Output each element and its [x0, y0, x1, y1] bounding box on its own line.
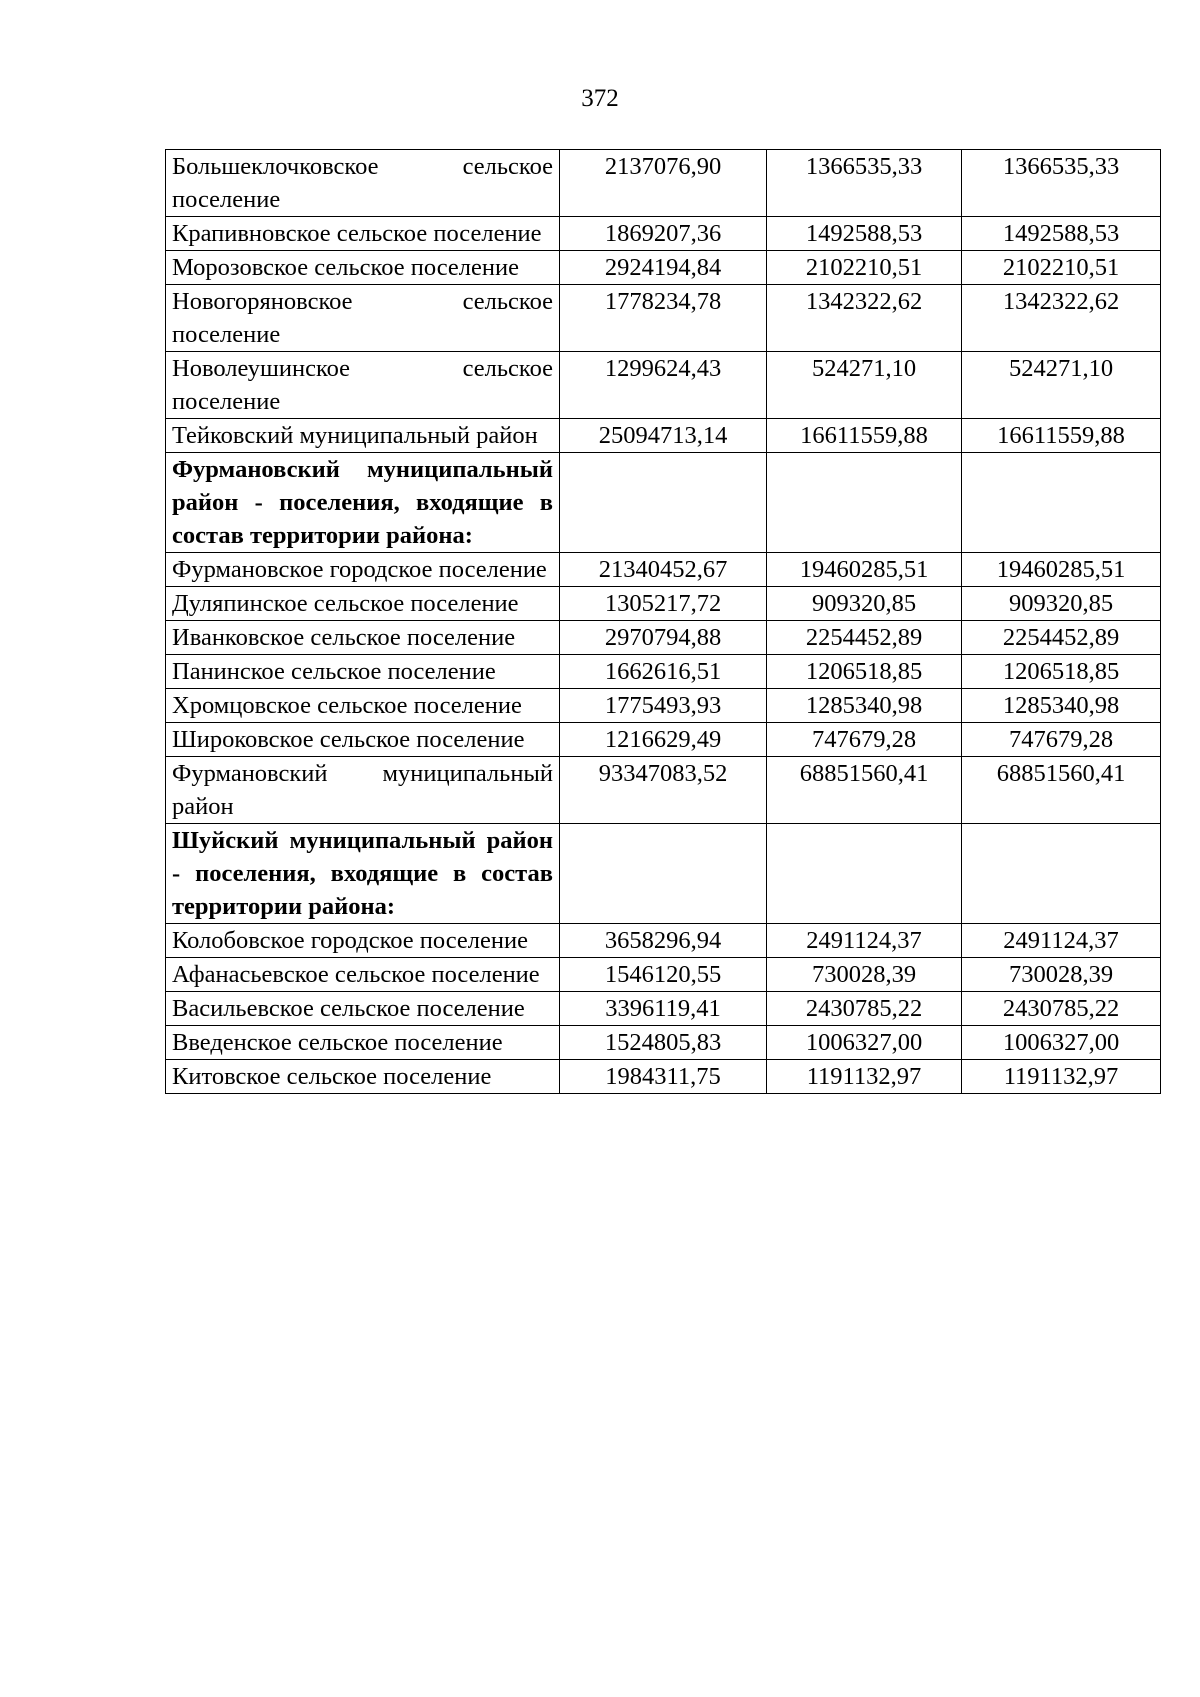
amount-cell-1: 2970794,88: [560, 621, 767, 655]
amount-cell-3: 1191132,97: [962, 1060, 1161, 1094]
table-row: [166, 655, 1161, 689]
amount-cell-1: 1305217,72: [560, 587, 767, 621]
amount-cell-2: 1191132,97: [767, 1060, 962, 1094]
amount-cell-2: 2254452,89: [767, 621, 962, 655]
amount-cell-2: 909320,85: [767, 587, 962, 621]
amount-cell-1: 21340452,67: [560, 553, 767, 587]
amount-cell-1: 3658296,94: [560, 924, 767, 958]
table-row: [166, 150, 1161, 217]
amount-cell-2: 2491124,37: [767, 924, 962, 958]
table-body: [166, 150, 1161, 1094]
amount-cell-2: 16611559,88: [767, 419, 962, 453]
amount-cell-1: 1299624,43: [560, 352, 767, 419]
amount-cell-2: 730028,39: [767, 958, 962, 992]
settlement-name-cell: Большеклочковское сельское поселение: [166, 150, 560, 217]
settlement-name-cell: Шуйский муниципальный район - поселения, входящие в состав территории района:: [166, 824, 560, 924]
table-row: [166, 757, 1161, 824]
settlement-name-cell: Тейковский муниципальный район: [166, 419, 560, 453]
table-row: [166, 251, 1161, 285]
budget-table: [165, 149, 1161, 1094]
settlement-name-cell: Китовское сельское поселение: [166, 1060, 560, 1094]
amount-cell-3: 909320,85: [962, 587, 1161, 621]
settlement-name-cell: Новолеушинское сельское поселение: [166, 352, 560, 419]
amount-cell-2: 19460285,51: [767, 553, 962, 587]
amount-cell-2: 2430785,22: [767, 992, 962, 1026]
table-row: [166, 553, 1161, 587]
settlement-name-cell: Введенское сельское поселение: [166, 1026, 560, 1060]
amount-cell-1: 25094713,14: [560, 419, 767, 453]
amount-cell-3: 524271,10: [962, 352, 1161, 419]
amount-cell-1: 1524805,83: [560, 1026, 767, 1060]
settlement-name-cell: Васильевское сельское поселение: [166, 992, 560, 1026]
settlement-name-cell: Хромцовское сельское поселение: [166, 689, 560, 723]
amount-cell-3: 747679,28: [962, 723, 1161, 757]
amount-cell-3: 1342322,62: [962, 285, 1161, 352]
amount-cell-2: 1006327,00: [767, 1026, 962, 1060]
amount-cell-1: 3396119,41: [560, 992, 767, 1026]
table-row: [166, 1060, 1161, 1094]
amount-cell-1: 1216629,49: [560, 723, 767, 757]
table-row: [166, 587, 1161, 621]
amount-cell-3: 1006327,00: [962, 1026, 1161, 1060]
settlement-name-cell: Фурмановский муниципальный район: [166, 757, 560, 824]
amount-cell-3: 730028,39: [962, 958, 1161, 992]
table-row: [166, 958, 1161, 992]
amount-cell-2: 524271,10: [767, 352, 962, 419]
amount-cell-3: 68851560,41: [962, 757, 1161, 824]
section-header-row: [166, 824, 1161, 924]
amount-cell-1: 2137076,90: [560, 150, 767, 217]
settlement-name-cell: Панинское сельское поселение: [166, 655, 560, 689]
amount-cell-1: [560, 453, 767, 553]
amount-cell-2: 1366535,33: [767, 150, 962, 217]
table-row: [166, 924, 1161, 958]
table-row: [166, 689, 1161, 723]
amount-cell-1: 1869207,36: [560, 217, 767, 251]
amount-cell-3: [962, 824, 1161, 924]
settlement-name-cell: Колобовское городское поселение: [166, 924, 560, 958]
settlement-name-cell: Иванковское сельское поселение: [166, 621, 560, 655]
table-row: [166, 419, 1161, 453]
amount-cell-2: 1492588,53: [767, 217, 962, 251]
table-row: [166, 352, 1161, 419]
amount-cell-3: 1366535,33: [962, 150, 1161, 217]
amount-cell-3: [962, 453, 1161, 553]
amount-cell-3: 2430785,22: [962, 992, 1161, 1026]
amount-cell-1: 1778234,78: [560, 285, 767, 352]
amount-cell-1: 1546120,55: [560, 958, 767, 992]
amount-cell-2: 1342322,62: [767, 285, 962, 352]
amount-cell-2: [767, 824, 962, 924]
settlement-name-cell: Фурмановский муниципальный район - поселения, входящие в состав территории района:: [166, 453, 560, 553]
amount-cell-1: 1984311,75: [560, 1060, 767, 1094]
amount-cell-3: 16611559,88: [962, 419, 1161, 453]
section-header-row: [166, 453, 1161, 553]
amount-cell-3: 2254452,89: [962, 621, 1161, 655]
table-row: [166, 285, 1161, 352]
table-row: [166, 217, 1161, 251]
amount-cell-2: 1285340,98: [767, 689, 962, 723]
amount-cell-2: [767, 453, 962, 553]
amount-cell-2: 2102210,51: [767, 251, 962, 285]
amount-cell-1: [560, 824, 767, 924]
amount-cell-3: 1285340,98: [962, 689, 1161, 723]
table-row: [166, 992, 1161, 1026]
amount-cell-3: 1206518,85: [962, 655, 1161, 689]
settlement-name-cell: Широковское сельское поселение: [166, 723, 560, 757]
amount-cell-2: 1206518,85: [767, 655, 962, 689]
amount-cell-3: 1492588,53: [962, 217, 1161, 251]
settlement-name-cell: Дуляпинское сельское поселение: [166, 587, 560, 621]
settlement-name-cell: Крапивновское сельское поселение: [166, 217, 560, 251]
amount-cell-1: 1662616,51: [560, 655, 767, 689]
settlement-name-cell: Афанасьевское сельское поселение: [166, 958, 560, 992]
amount-cell-2: 68851560,41: [767, 757, 962, 824]
table-row: [166, 723, 1161, 757]
settlement-name-cell: Новогоряновское сельское поселение: [166, 285, 560, 352]
page-number: 372: [581, 85, 619, 112]
amount-cell-2: 747679,28: [767, 723, 962, 757]
amount-cell-1: 93347083,52: [560, 757, 767, 824]
amount-cell-1: 1775493,93: [560, 689, 767, 723]
settlement-name-cell: Морозовское сельское поселение: [166, 251, 560, 285]
table-row: [166, 621, 1161, 655]
settlement-name-cell: Фурмановское городское поселение: [166, 553, 560, 587]
amount-cell-1: 2924194,84: [560, 251, 767, 285]
table-row: [166, 1026, 1161, 1060]
amount-cell-3: 2102210,51: [962, 251, 1161, 285]
amount-cell-3: 19460285,51: [962, 553, 1161, 587]
amount-cell-3: 2491124,37: [962, 924, 1161, 958]
